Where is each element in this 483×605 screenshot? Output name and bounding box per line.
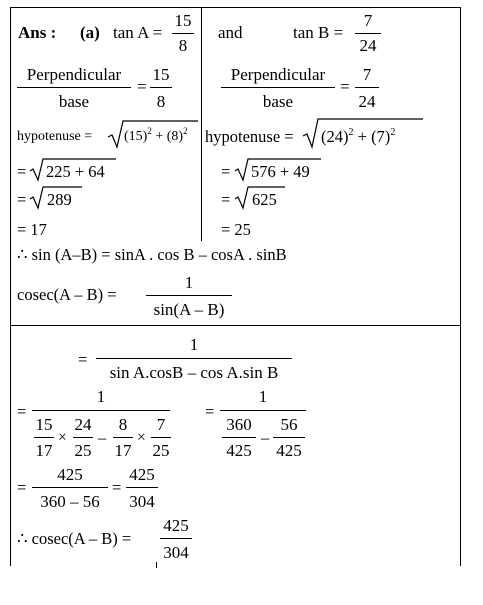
perpendicular-label-right: Perpendicular [230, 65, 326, 84]
left-ratio-denominator: 8 [156, 92, 166, 111]
step-a-term1-bar [34, 437, 54, 438]
tanB-fraction-bar [355, 33, 381, 34]
base-label-left: base [58, 92, 90, 111]
table-row-divider [10, 325, 461, 326]
step-a-term2-bar [73, 437, 93, 438]
step-a-equals: = [17, 402, 27, 421]
right-step2-radicand: 625 [252, 190, 277, 209]
step-b-term2-den: 425 [276, 441, 302, 460]
perpendicular-label-left: Perpendicular [26, 65, 122, 84]
right-step1-equals: = [221, 162, 231, 181]
hypotenuse-radicand-left: $(15)^2 + (8)^2$ [124, 126, 188, 144]
left-step2-equals: = [17, 190, 27, 209]
step-a-term4-den: 25 [152, 441, 170, 460]
ans-label: Ans : [18, 23, 57, 42]
step-a-term3-num: 8 [118, 415, 128, 434]
left-step1-equals: = [17, 162, 27, 181]
step-b-term2-num: 56 [280, 415, 298, 434]
left-step2-radicand: 289 [47, 190, 72, 209]
step-a-term3-bar [113, 437, 133, 438]
step-b-term1-bar [222, 437, 256, 438]
right-ratio-bar [355, 87, 379, 88]
equals-right-ratio: = [340, 77, 350, 96]
step-c-numerator: 425 [57, 465, 83, 484]
tanA-lhs: tan A = [113, 23, 163, 42]
table-border-right [460, 7, 461, 566]
hypotenuse-label-right: hypotenuse = [205, 127, 294, 146]
left-result: = 17 [17, 220, 47, 239]
step-a-term4-bar [151, 437, 171, 438]
step-b-numerator: 1 [258, 387, 268, 406]
part-label: (a) [80, 23, 100, 42]
step-a-main-bar [32, 410, 170, 411]
perpendicular-fraction-bar-right [221, 87, 335, 88]
table-border-top [10, 7, 461, 8]
step-a-term2-num: 24 [74, 415, 92, 434]
left-step1-radicand: 225 + 64 [46, 162, 105, 181]
step-a-times2: × [137, 429, 146, 446]
step-b-main-bar [220, 410, 306, 411]
top-numerator: 1 [189, 335, 199, 354]
tanA-fraction-bar [172, 33, 194, 34]
right-ratio-denominator: 24 [358, 92, 376, 111]
final-numerator: 425 [163, 516, 189, 535]
step-d-numerator: 425 [129, 465, 155, 484]
step-a-term1-num: 15 [35, 415, 53, 434]
top-equals: = [78, 350, 88, 369]
step-c-denominator: 360 – 56 [40, 492, 100, 511]
cosec-lhs: cosec(A – B) = [17, 285, 117, 304]
step-b-term2-bar [273, 437, 305, 438]
step-b-minus: – [261, 428, 270, 447]
tanA-denominator: 8 [178, 36, 188, 55]
top-fraction-bar [96, 358, 292, 359]
tanB-denominator: 24 [359, 36, 377, 55]
step-a-times1: × [58, 429, 67, 446]
tanA-numerator: 15 [174, 11, 192, 30]
step-b-equals: = [205, 402, 215, 421]
left-ratio-numerator: 15 [152, 65, 170, 84]
table-border-left [10, 7, 11, 566]
tanB-lhs: tan B = [293, 23, 344, 42]
step-d-equals: = [112, 478, 122, 497]
right-ratio-numerator: 7 [362, 65, 372, 84]
right-result: = 25 [221, 220, 251, 239]
cosec-numerator: 1 [184, 273, 194, 292]
cosec-denominator: sin(A – B) [153, 300, 225, 319]
step-d-bar [126, 487, 158, 488]
step-b-term1-den: 425 [226, 441, 252, 460]
final-cosec-lhs: ∴ cosec(A – B) = [17, 529, 132, 548]
right-step1-radicand: 576 + 49 [251, 162, 310, 181]
step-c-bar [32, 487, 108, 488]
final-fraction-bar [160, 538, 192, 539]
base-label-right: base [262, 92, 294, 111]
step-d-denominator: 304 [129, 492, 155, 511]
step-a-term4-num: 7 [156, 415, 166, 434]
hypotenuse-label-left: hypotenuse = [17, 129, 93, 144]
cosec-fraction-bar [146, 295, 232, 296]
step-a-term2-den: 25 [74, 441, 92, 460]
step-a-minus: – [98, 428, 107, 447]
left-ratio-bar [150, 87, 172, 88]
perpendicular-fraction-bar-left [17, 87, 131, 88]
step-b-term1-num: 360 [226, 415, 252, 434]
step-a-term1-den: 17 [35, 441, 53, 460]
hypotenuse-radicand-right: $(24)^2 + (7)^2$ [321, 127, 396, 146]
table-border-bottom-tick [156, 562, 157, 568]
final-denominator: 304 [163, 543, 189, 562]
step-c-equals: = [17, 478, 27, 497]
step-a-numerator: 1 [96, 387, 106, 406]
step-a-term3-den: 17 [114, 441, 132, 460]
top-denominator: sin A.cosB – cos A.sin B [109, 363, 279, 382]
therefore-sin-identity: ∴ sin (A–B) = sinA . cos B – cosA . sinB [17, 245, 287, 264]
and-text: and [218, 23, 243, 42]
equals-left-ratio: = [137, 77, 147, 96]
tanB-numerator: 7 [363, 11, 373, 30]
right-step2-equals: = [221, 190, 231, 209]
